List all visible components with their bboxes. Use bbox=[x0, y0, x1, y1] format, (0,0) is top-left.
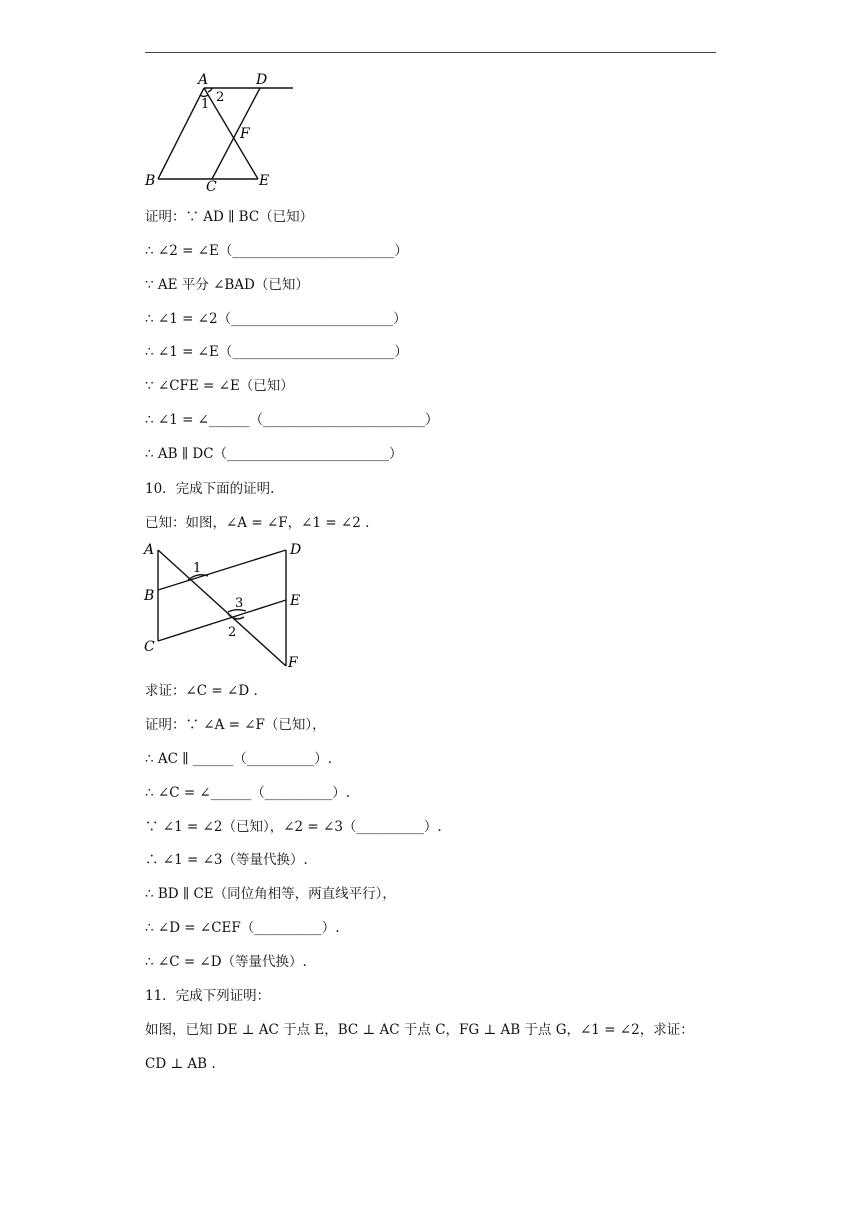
q10-step-5: ∴ ∠1 = ∠3（等量代换）. bbox=[145, 852, 308, 868]
proof9-line-4: ∴ ∠1 = ∠2（________________________） bbox=[145, 311, 407, 327]
label-F: F bbox=[240, 126, 250, 142]
q10-step-7: ∴ ∠D = ∠CEF（__________）. bbox=[145, 920, 340, 936]
label-E: E bbox=[259, 173, 270, 189]
label-C: C bbox=[206, 179, 217, 194]
label-2b: 2 bbox=[228, 625, 237, 640]
q11-text-line-1: 如图，已知 DE ⊥ AC 于点 E，BC ⊥ AC 于点 C，FG ⊥ AB 于点 G，∠1 = ∠2，求证： bbox=[145, 1022, 694, 1038]
label-A: A bbox=[198, 72, 209, 88]
q10-prove: 求证：∠C = ∠D . bbox=[145, 683, 258, 699]
q10-step-6: ∴ BD ∥ CE（同位角相等，两直线平行）， bbox=[145, 886, 396, 902]
label-3: 3 bbox=[235, 596, 244, 611]
proof9-line-7: ∴ ∠1 = ∠______（________________________） bbox=[145, 412, 439, 428]
label-D: D bbox=[256, 72, 268, 88]
label-A2: A bbox=[144, 542, 155, 558]
figure-2-diagram bbox=[140, 538, 310, 673]
figure-1-diagram bbox=[140, 68, 300, 194]
q10-step-4: ∵ ∠1 = ∠2（已知），∠2 = ∠3（__________）. bbox=[145, 819, 442, 835]
q10-step-2: ∴ AC ∥ ______（__________）. bbox=[145, 751, 333, 767]
label-F2: F bbox=[288, 655, 298, 671]
q10-step-3: ∴ ∠C = ∠______（__________）. bbox=[145, 785, 351, 801]
label-1: 1 bbox=[201, 97, 210, 112]
q10-step-1: 证明：∵ ∠A = ∠F（已知）， bbox=[145, 717, 326, 733]
label-E2: E bbox=[290, 593, 301, 609]
header-rule bbox=[145, 52, 716, 53]
label-B2: B bbox=[144, 588, 155, 604]
proof9-line-6: ∵ ∠CFE = ∠E（已知） bbox=[145, 378, 294, 394]
q10-title: 10．完成下面的证明. bbox=[145, 481, 275, 497]
proof9-line-5: ∴ ∠1 = ∠E（________________________） bbox=[145, 344, 408, 360]
proof9-line-2: ∴ ∠2 = ∠E（________________________） bbox=[145, 243, 408, 259]
label-D2: D bbox=[290, 542, 302, 558]
q11-text-line-2: CD ⊥ AB . bbox=[145, 1056, 216, 1072]
proof9-line-1: 证明：∵ AD ∥ BC（已知） bbox=[145, 209, 314, 225]
q10-given: 已知：如图，∠A = ∠F，∠1 = ∠2 . bbox=[145, 515, 370, 531]
proof9-line-8: ∴ AB ∥ DC（________________________） bbox=[145, 446, 403, 462]
label-1b: 1 bbox=[193, 561, 202, 576]
proof9-line-3: ∵ AE 平分 ∠BAD（已知） bbox=[145, 277, 309, 293]
label-C2: C bbox=[144, 639, 155, 655]
q11-title: 11．完成下列证明： bbox=[145, 988, 271, 1004]
label-2: 2 bbox=[216, 90, 225, 105]
q10-step-8: ∴ ∠C = ∠D（等量代换）. bbox=[145, 954, 307, 970]
label-B: B bbox=[145, 173, 156, 189]
